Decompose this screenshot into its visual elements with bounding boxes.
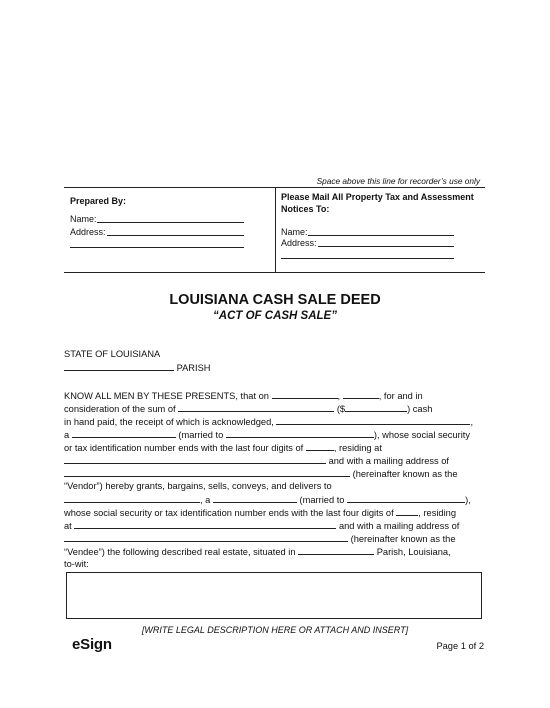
- body-text: whose social security or tax identification number ends with the last four digits of: [64, 508, 394, 518]
- body-text: ,: [337, 391, 341, 401]
- body-text: (married to: [178, 430, 224, 440]
- body-text: ($: [336, 404, 346, 414]
- prepared-by-address-label: Address:: [70, 227, 106, 237]
- body-line: [64, 428, 470, 442]
- body-text: consideration of the sum of: [64, 404, 176, 414]
- body-text: ),: [465, 495, 471, 505]
- prepared-by-address-field[interactable]: [107, 235, 244, 236]
- body-line: [64, 389, 423, 403]
- body-line: [64, 558, 89, 571]
- legal-description-box[interactable]: [66, 572, 482, 619]
- body-text: at: [64, 521, 72, 531]
- body-line: [64, 441, 382, 455]
- vendor-residence-field[interactable]: [64, 454, 326, 464]
- body-text: (hereinafter known as the: [350, 534, 456, 544]
- vendee-spouse-field[interactable]: [347, 493, 465, 503]
- body-text: “Vendee”) the following described real estate, situated in: [64, 547, 296, 557]
- state-label: STATE OF LOUISIANA: [64, 349, 161, 359]
- body-line: [64, 454, 449, 468]
- state-line: [64, 348, 160, 361]
- mail-to-address-field-2[interactable]: [281, 258, 454, 259]
- body-text: to-wit:: [64, 559, 89, 569]
- consideration-words-field[interactable]: [178, 402, 334, 412]
- prepared-by-name-label: Name:: [70, 214, 97, 224]
- body-text: (hereinafter known as the: [352, 469, 458, 479]
- recorder-note: Space above this line for recorder’s use only: [316, 176, 480, 186]
- legal-description-caption: [WRITE LEGAL DESCRIPTION HERE OR ATTACH AND INSERT]: [141, 625, 409, 635]
- vendor-mailing-address-field[interactable]: [64, 467, 350, 477]
- vendee-marital-status-field[interactable]: [213, 493, 297, 503]
- esign-logo: eSign: [72, 636, 112, 653]
- body-text: , a: [200, 495, 211, 505]
- body-line: [64, 493, 471, 507]
- body-text: (married to: [299, 495, 345, 505]
- body-line: [64, 506, 456, 520]
- body-text: , for and in: [378, 391, 423, 401]
- parish-line: [64, 361, 211, 375]
- vendor-ssn-field[interactable]: [306, 441, 334, 451]
- page-number: Page 1 of 2: [436, 641, 484, 651]
- header-divider: [275, 187, 276, 272]
- vendor-name-field[interactable]: [276, 415, 470, 425]
- mail-to-title-line2: Notices To:: [281, 204, 330, 214]
- body-text: ,: [470, 417, 474, 427]
- vendor-marital-status-field[interactable]: [72, 428, 176, 438]
- vendee-residence-field[interactable]: [74, 519, 336, 529]
- body-text: or tax identification number ends with the last four digits of: [64, 443, 304, 453]
- document-subtitle: “ACT OF CASH SALE”: [213, 310, 337, 322]
- parish-name-field[interactable]: [64, 361, 174, 371]
- parish-label: PARISH: [176, 363, 211, 373]
- vendee-ssn-field[interactable]: [396, 506, 418, 516]
- vendee-mailing-address-field[interactable]: [64, 532, 348, 542]
- header-bottom-line: [64, 272, 485, 273]
- year-field[interactable]: [343, 389, 379, 399]
- body-text: “Vendor”) hereby grants, bargains, sells, conveys, and delivers to: [64, 481, 332, 491]
- mail-to-address-field[interactable]: [318, 246, 454, 247]
- body-text: ), whose social security: [373, 430, 471, 440]
- consideration-amount-field[interactable]: [345, 402, 407, 412]
- body-line: [64, 467, 458, 481]
- vendee-name-field[interactable]: [64, 493, 200, 503]
- body-text: , residing at: [333, 443, 382, 453]
- body-text: a: [64, 430, 70, 440]
- body-text: and with a mailing address of: [328, 456, 450, 466]
- body-text: , residing: [418, 508, 457, 518]
- document-title: LOUISIANA CASH SALE DEED: [169, 292, 381, 308]
- body-line: [64, 545, 451, 559]
- body-text: ) cash: [407, 404, 433, 414]
- prepared-by-address-field-2[interactable]: [70, 247, 244, 248]
- vendor-spouse-field[interactable]: [226, 428, 374, 438]
- date-field[interactable]: [272, 389, 338, 399]
- body-line: [64, 532, 456, 546]
- mail-to-title-line1: Please Mail All Property Tax and Assessment: [281, 192, 474, 202]
- mail-to-name-label: Name:: [281, 227, 308, 237]
- body-line: [64, 415, 473, 429]
- prepared-by-title: Prepared By:: [70, 196, 127, 206]
- body-text: in hand paid, the receipt of which is acknowledged,: [64, 417, 274, 427]
- mail-to-address-label: Address:: [281, 238, 317, 248]
- mail-to-name-field[interactable]: [308, 235, 454, 236]
- property-parish-field[interactable]: [298, 545, 374, 555]
- body-text: and with a mailing address of: [338, 521, 460, 531]
- body-line: [64, 402, 432, 416]
- body-line: [64, 519, 459, 533]
- body-line: [64, 480, 332, 493]
- body-text: KNOW ALL MEN BY THESE PRESENTS, that on: [64, 391, 269, 401]
- body-text: Parish, Louisiana,: [376, 547, 451, 557]
- prepared-by-name-field[interactable]: [97, 222, 244, 223]
